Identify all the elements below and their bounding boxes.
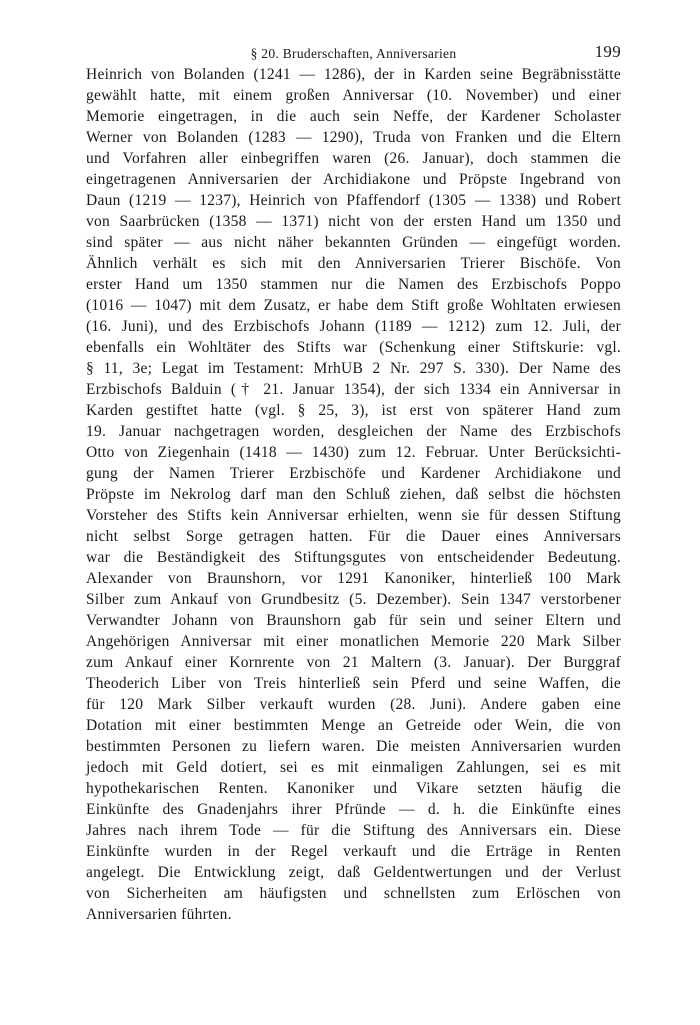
body-paragraph <box>86 64 621 925</box>
text-line: Heinrich von Bolanden (1241 — 1286), der in Karden seine Begräbnisstätte <box>86 66 621 83</box>
text-line: sind später — aus nicht näher bekannten Gründen — eingefügt worden. <box>86 234 621 251</box>
text-line: Theoderich Liber von Treis hinterließ sein Pferd und seine Waffen, die <box>86 675 621 692</box>
text-line: Daun (1219 — 1237), Heinrich von Pfaffendorf (1305 — 1338) und Robert <box>86 192 621 209</box>
text-line: Einkünfte des Gnadenjahrs ihrer Pfründe — d. h. die Einkünfte eines <box>86 801 621 818</box>
text-line: (16. Juni), und des Erzbischofs Johann (1189 — 1212) zum 12. Juli, der <box>86 318 621 335</box>
text-line: Angehörigen Anniversar mit einer monatlichen Memorie 220 Mark Silber <box>86 633 621 650</box>
text-line: jedoch mit Geld dotiert, sei es mit einmaligen Zahlungen, sei es mit <box>86 759 621 776</box>
text-line: für 120 Mark Silber verkauft wurden (28. Juni). Andere gaben eine <box>86 696 621 713</box>
text-line: gung der Namen Trierer Erzbischöfe und Kardener Archidiakone und <box>86 465 621 482</box>
page-number: 199 <box>594 42 621 61</box>
text-line: 19. Januar nachgetragen worden, desgleichen der Name des Erzbischofs <box>86 423 621 440</box>
text-line: hypothekarischen Renten. Kanoniker und Vikare setzten häufig die <box>86 780 621 797</box>
text-line: eingetragenen Anniversarien der Archidiakone und Pröpste Ingebrand von <box>86 171 621 188</box>
text-line: nicht selbst Sorge getragen hatten. Für die Dauer eines Anniversars <box>86 528 621 545</box>
text-line: angelegt. Die Entwicklung zeigt, daß Geldentwertungen und der Verlust <box>86 864 621 881</box>
text-line: Jahres nach ihrem Tode — für die Stiftung des Anniversars ein. Diese <box>86 822 621 839</box>
text-line: Karden gestiftet hatte (vgl. § 25, 3), ist erst von späterer Hand zum <box>86 402 621 419</box>
text-line: gewählt hatte, mit einem großen Anniversar (10. November) und einer <box>86 87 621 104</box>
text-line: Erzbischofs Balduin († 21. Januar 1354), der sich 1334 ein Anniversar in <box>86 381 621 398</box>
text-line: Pröpste im Nekrolog darf man den Schluß ziehen, daß selbst die höchsten <box>86 486 621 503</box>
text-line: Memorie eingetragen, in die auch sein Neffe, der Kardener Scholaster <box>86 108 621 125</box>
text-line: ebenfalls ein Wohltäter des Stifts war (Schenkung einer Stiftskurie: vgl. <box>86 339 621 356</box>
text-line: Einkünfte wurden in der Regel verkauft und die Erträge in Renten <box>86 843 621 860</box>
text-line: Verwandter Johann von Braunshorn gab für sein und seiner Eltern und <box>86 612 621 629</box>
text-line: und Vorfahren aller einbegriffen waren (26. Januar), doch stammen die <box>86 150 621 167</box>
text-line: Ähnlich verhält es sich mit den Anniversarien Trierer Bischöfe. Von <box>86 255 621 272</box>
text-line: war die Beständigkeit des Stiftungsgutes von entscheidender Bedeutung. <box>86 549 621 566</box>
text-line: (1016 — 1047) mit dem Zusatz, er habe dem Stift große Wohltaten erwiesen <box>86 297 621 314</box>
text-line: Werner von Bolanden (1283 — 1290), Truda von Franken und die Eltern <box>86 129 621 146</box>
text-line: bestimmten Personen zu liefern waren. Die meisten Anniversarien wurden <box>86 738 621 755</box>
text-line: Dotation mit einer bestimmten Menge an Getreide oder Wein, die von <box>86 717 621 734</box>
text-line: Otto von Ziegenhain (1418 — 1430) zum 12. Februar. Unter Berücksichti- <box>86 444 621 461</box>
text-line: von Saarbrücken (1358 — 1371) nicht von der ersten Hand um 1350 und <box>86 213 621 230</box>
text-line: § 11, 3e; Legat im Testament: MrhUB 2 Nr. 297 S. 330). Der Name des <box>86 360 621 377</box>
text-line: erster Hand um 1350 stammen nur die Namen des Erzbischofs Poppo <box>86 276 621 293</box>
text-line: zum Ankauf einer Kornrente von 21 Maltern (3. Januar). Der Burggraf <box>86 654 621 671</box>
running-head <box>86 40 621 64</box>
text-line: von Sicherheiten am häufigsten und schnellsten zum Erlöschen von <box>86 885 621 902</box>
text-line: Alexander von Braunshorn, vor 1291 Kanoniker, hinterließ 100 Mark <box>86 570 621 587</box>
text-line: Silber zum Ankauf von Grundbesitz (5. Dezember). Sein 1347 verstorbener <box>86 591 621 608</box>
text-line: Vorsteher des Stifts kein Anniversar erhielten, wenn sie für dessen Stiftung <box>86 507 621 524</box>
section-title: § 20. Bruderschaften, Anniversarien <box>250 46 457 61</box>
book-page <box>86 40 621 925</box>
text-line: Anniversarien führten. <box>86 906 232 923</box>
